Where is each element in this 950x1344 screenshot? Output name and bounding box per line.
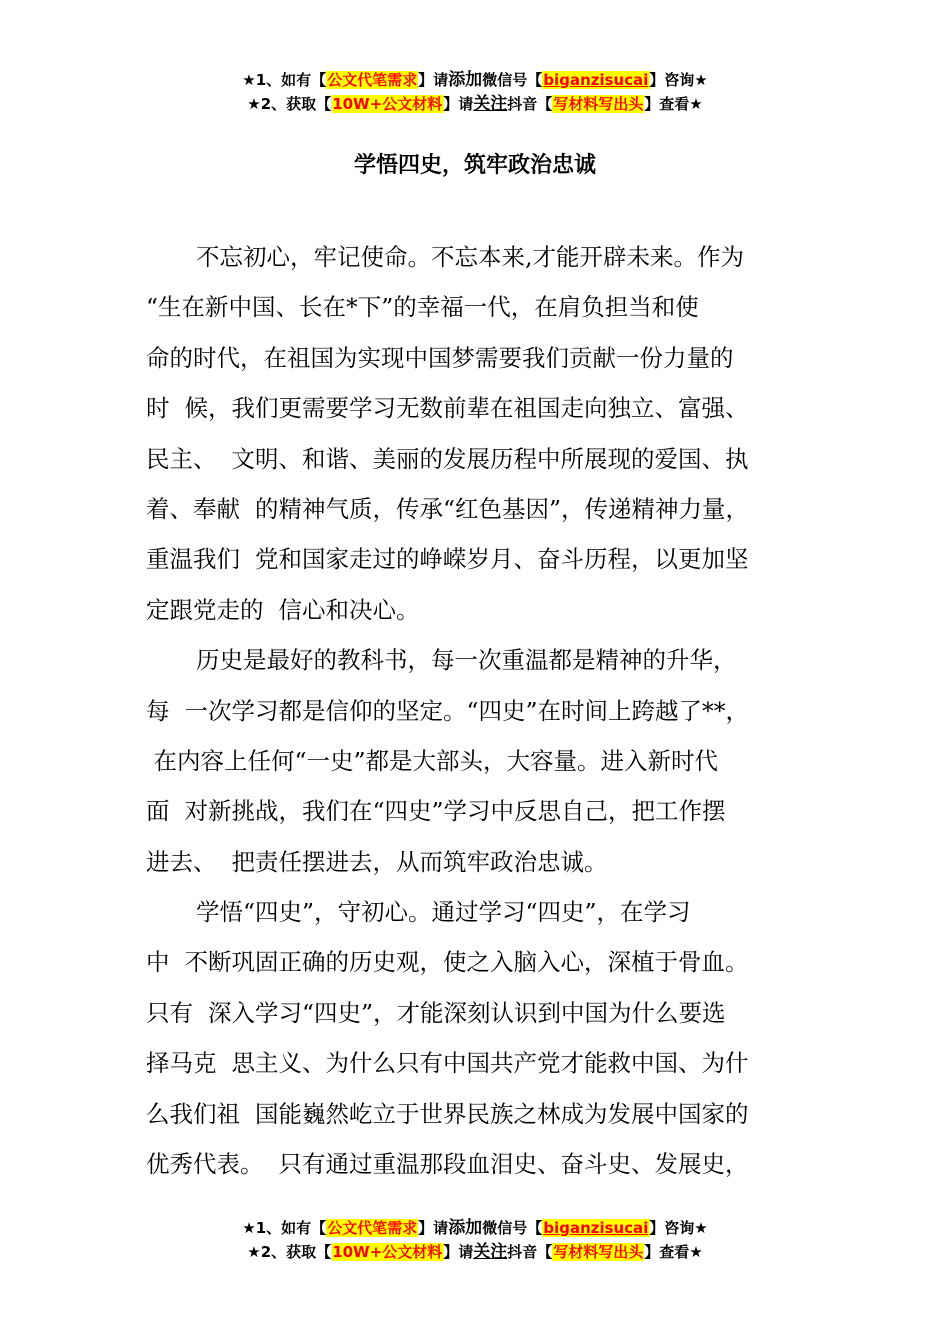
- banner-text: 2、获取【: [260, 1243, 332, 1261]
- douyin-account-link[interactable]: 写材料写出头: [553, 95, 644, 113]
- banner-text: 】查看: [644, 1243, 690, 1261]
- top-banner: [0, 68, 950, 116]
- text-line: 面 对新挑战，我们在“四史”学习中反思自己，把工作摆: [146, 797, 726, 826]
- banner-text: 微信号【: [482, 1219, 543, 1237]
- banner-text: 】请: [418, 1219, 449, 1237]
- bottom-banner: [0, 1216, 950, 1264]
- star-icon: ★: [242, 1219, 256, 1237]
- text-line: 不忘初心，牢记使命。不忘本来,才能开辟未来。作为: [196, 243, 744, 271]
- highlight-service: 公文代笔需求: [327, 71, 418, 89]
- banner-emphasis: 添加: [448, 70, 483, 90]
- paragraph-2: [146, 635, 822, 887]
- banner-text: 】查看: [644, 95, 690, 113]
- banner-text: 微信号【: [482, 71, 543, 89]
- highlight-materials: 10W+公文材料: [332, 95, 443, 113]
- banner-emphasis: 关注: [473, 1242, 508, 1262]
- banner-line-2: [0, 92, 950, 116]
- star-icon: ★: [247, 1243, 261, 1261]
- text-line: 历史是最好的教科书，每一次重温都是精神的升华，: [196, 646, 737, 675]
- banner-text: 抖音【: [507, 95, 553, 113]
- text-line: 每 一次学习都是信仰的坚定。“四史”在时间上跨越了**，: [146, 696, 749, 725]
- text-line: 在内容上任何“一史”都是大部头，大容量。进入新时代: [146, 746, 718, 775]
- banner-text: 】咨询: [649, 1219, 695, 1237]
- text-line: 重温我们 党和国家走过的峥嵘岁月、奋斗历程，以更加坚: [146, 545, 749, 574]
- wechat-id-link[interactable]: biganzisucai: [543, 1219, 649, 1237]
- banner-line-1: [0, 68, 950, 92]
- text-line: 么我们祖 国能巍然屹立于世界民族之林成为发展中国家的: [146, 1099, 749, 1128]
- document-body: [146, 232, 822, 1189]
- banner-emphasis: 添加: [448, 1218, 483, 1238]
- paragraph-3: [146, 887, 822, 1189]
- banner-text: 】请: [443, 95, 474, 113]
- star-icon: ★: [689, 1243, 703, 1261]
- star-icon: ★: [242, 71, 256, 89]
- text-line: 着、奉献 的精神气质，传承“红色基因”，传递精神力量，: [146, 494, 749, 523]
- text-line: 优秀代表。 只有通过重温那段血泪史、奋斗史、发展史，: [146, 1150, 749, 1179]
- banner-text: 1、如有【: [255, 71, 327, 89]
- text-line: 命的时代，在祖国为实现中国梦需要我们贡献一份力量的: [146, 343, 734, 372]
- wechat-id-link[interactable]: biganzisucai: [543, 71, 649, 89]
- text-line: 定跟党走的 信心和决心。: [146, 595, 420, 624]
- star-icon: ★: [694, 1219, 708, 1237]
- text-line: 中 不断巩固正确的历史观，使之入脑入心，深植于骨血。: [146, 948, 749, 977]
- banner-text: 2、获取【: [260, 95, 332, 113]
- banner-text: 抖音【: [507, 1243, 553, 1261]
- text-line: 择马克 思主义、为什么只有中国共产党才能救中国、为什: [146, 1049, 749, 1078]
- text-line: 进去、 把责任摆进去，从而筑牢政治忠诚。: [146, 847, 608, 876]
- banner-text: 】请: [418, 71, 449, 89]
- banner-emphasis: 关注: [473, 94, 508, 114]
- star-icon: ★: [689, 95, 703, 113]
- banner-text: 】请: [443, 1243, 474, 1261]
- banner-line-2: [0, 1240, 950, 1264]
- text-line: 民主、 文明、和谐、美丽的发展历程中所展现的爱国、执: [146, 444, 749, 473]
- banner-text: 1、如有【: [255, 1219, 327, 1237]
- text-line: 学悟“四史”，守初心。通过学习“四史”，在学习: [196, 898, 691, 927]
- douyin-account-link[interactable]: 写材料写出头: [553, 1243, 644, 1261]
- banner-text: 】咨询: [649, 71, 695, 89]
- document-title: 学悟四史，筑牢政治忠诚: [353, 153, 596, 178]
- text-line: “生在新中国、长在*下”的幸福一代，在肩负担当和使: [146, 293, 699, 322]
- paragraph-1: [146, 232, 822, 635]
- star-icon: ★: [694, 71, 708, 89]
- highlight-service: 公文代笔需求: [327, 1219, 418, 1237]
- text-line: 只有 深入学习“四史”，才能深刻认识到中国为什么要选: [146, 998, 726, 1027]
- text-line: 时 候，我们更需要学习无数前辈在祖国走向独立、富强、: [146, 394, 749, 423]
- banner-line-1: [0, 1216, 950, 1240]
- star-icon: ★: [247, 95, 261, 113]
- highlight-materials: 10W+公文材料: [332, 1243, 443, 1261]
